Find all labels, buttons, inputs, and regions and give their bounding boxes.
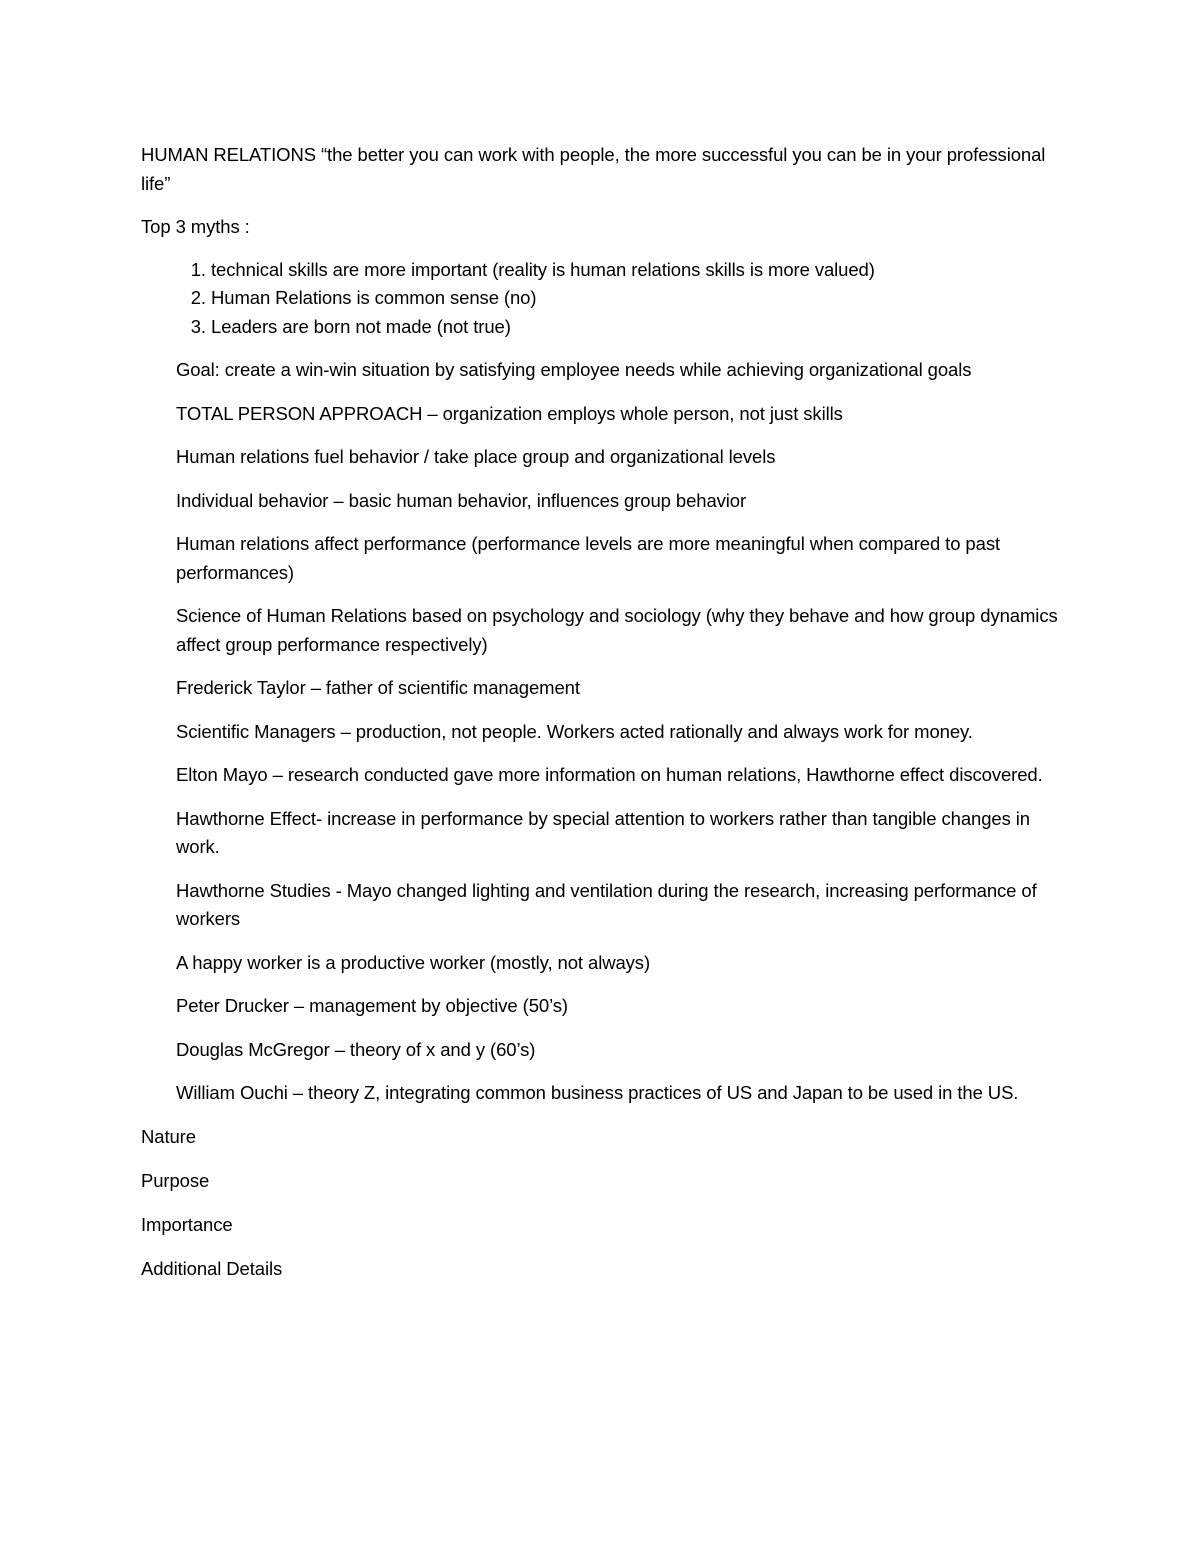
- heading-additional-details: Additional Details: [141, 1257, 283, 1279]
- note-elton-mayo: Elton Mayo – research conducted gave more information on human relations, Hawthorne effect discovered.: [176, 764, 1043, 785]
- document-body: [141, 141, 1061, 1299]
- myths-label: Top 3 myths :: [141, 216, 250, 237]
- note-william-ouchi: William Ouchi – theory Z, integrating common business practices of US and Japan to be used in the US.: [176, 1082, 1019, 1103]
- note-frederick-taylor: Frederick Taylor – father of scientific management: [176, 677, 580, 698]
- myth-item: 1. technical skills are more important (reality is human relations skills is more valued): [211, 256, 1061, 285]
- note-hawthorne-effect: Hawthorne Effect- increase in performance by special attention to workers rather than tangible changes in work.: [176, 807, 1030, 857]
- note-total-person-approach: TOTAL PERSON APPROACH – organization employs whole person, not just skills: [176, 402, 843, 424]
- note-individual-behavior: Individual behavior – basic human behavior, influences group behavior: [176, 489, 747, 511]
- note-hawthorne-studies: Hawthorne Studies - Mayo changed lighting and ventilation during the research, increasing performance of workers: [176, 879, 1037, 929]
- note-goal: Goal: create a win-win situation by satisfying employee needs while achieving organizational goals: [176, 359, 972, 380]
- note-scientific-managers: Scientific Managers – production, not people. Workers acted rationally and always work for money.: [176, 720, 973, 742]
- note-douglas-mcgregor: Douglas McGregor – theory of x and y (60’s): [176, 1038, 536, 1060]
- note-science-of-human-relations: Science of Human Relations based on psychology and sociology (why they behave and how group dynamics affect group performance respectively): [176, 605, 1058, 655]
- note-human-relations-affect-performance: Human relations affect performance (performance levels are more meaningful when compared to past performances): [176, 533, 1001, 583]
- notes-section: [176, 356, 1061, 1108]
- myths-list: [141, 256, 1061, 342]
- myth-item: 3. Leaders are born not made (not true): [211, 313, 1061, 342]
- heading-purpose: Purpose: [141, 1169, 210, 1191]
- note-peter-drucker: Peter Drucker – management by objective (50’s): [176, 995, 568, 1016]
- heading-nature: Nature: [141, 1125, 196, 1147]
- title-line: HUMAN RELATIONS “the better you can work with people, the more successful you can be in your professional life”: [141, 144, 1046, 194]
- note-happy-worker: A happy worker is a productive worker (mostly, not always): [176, 951, 651, 973]
- heading-importance: Importance: [141, 1213, 233, 1235]
- myth-item: 2. Human Relations is common sense (no): [211, 284, 1061, 313]
- note-human-relations-fuel-behavior: Human relations fuel behavior / take place group and organizational levels: [176, 446, 776, 467]
- tail-headings: [141, 1123, 1061, 1284]
